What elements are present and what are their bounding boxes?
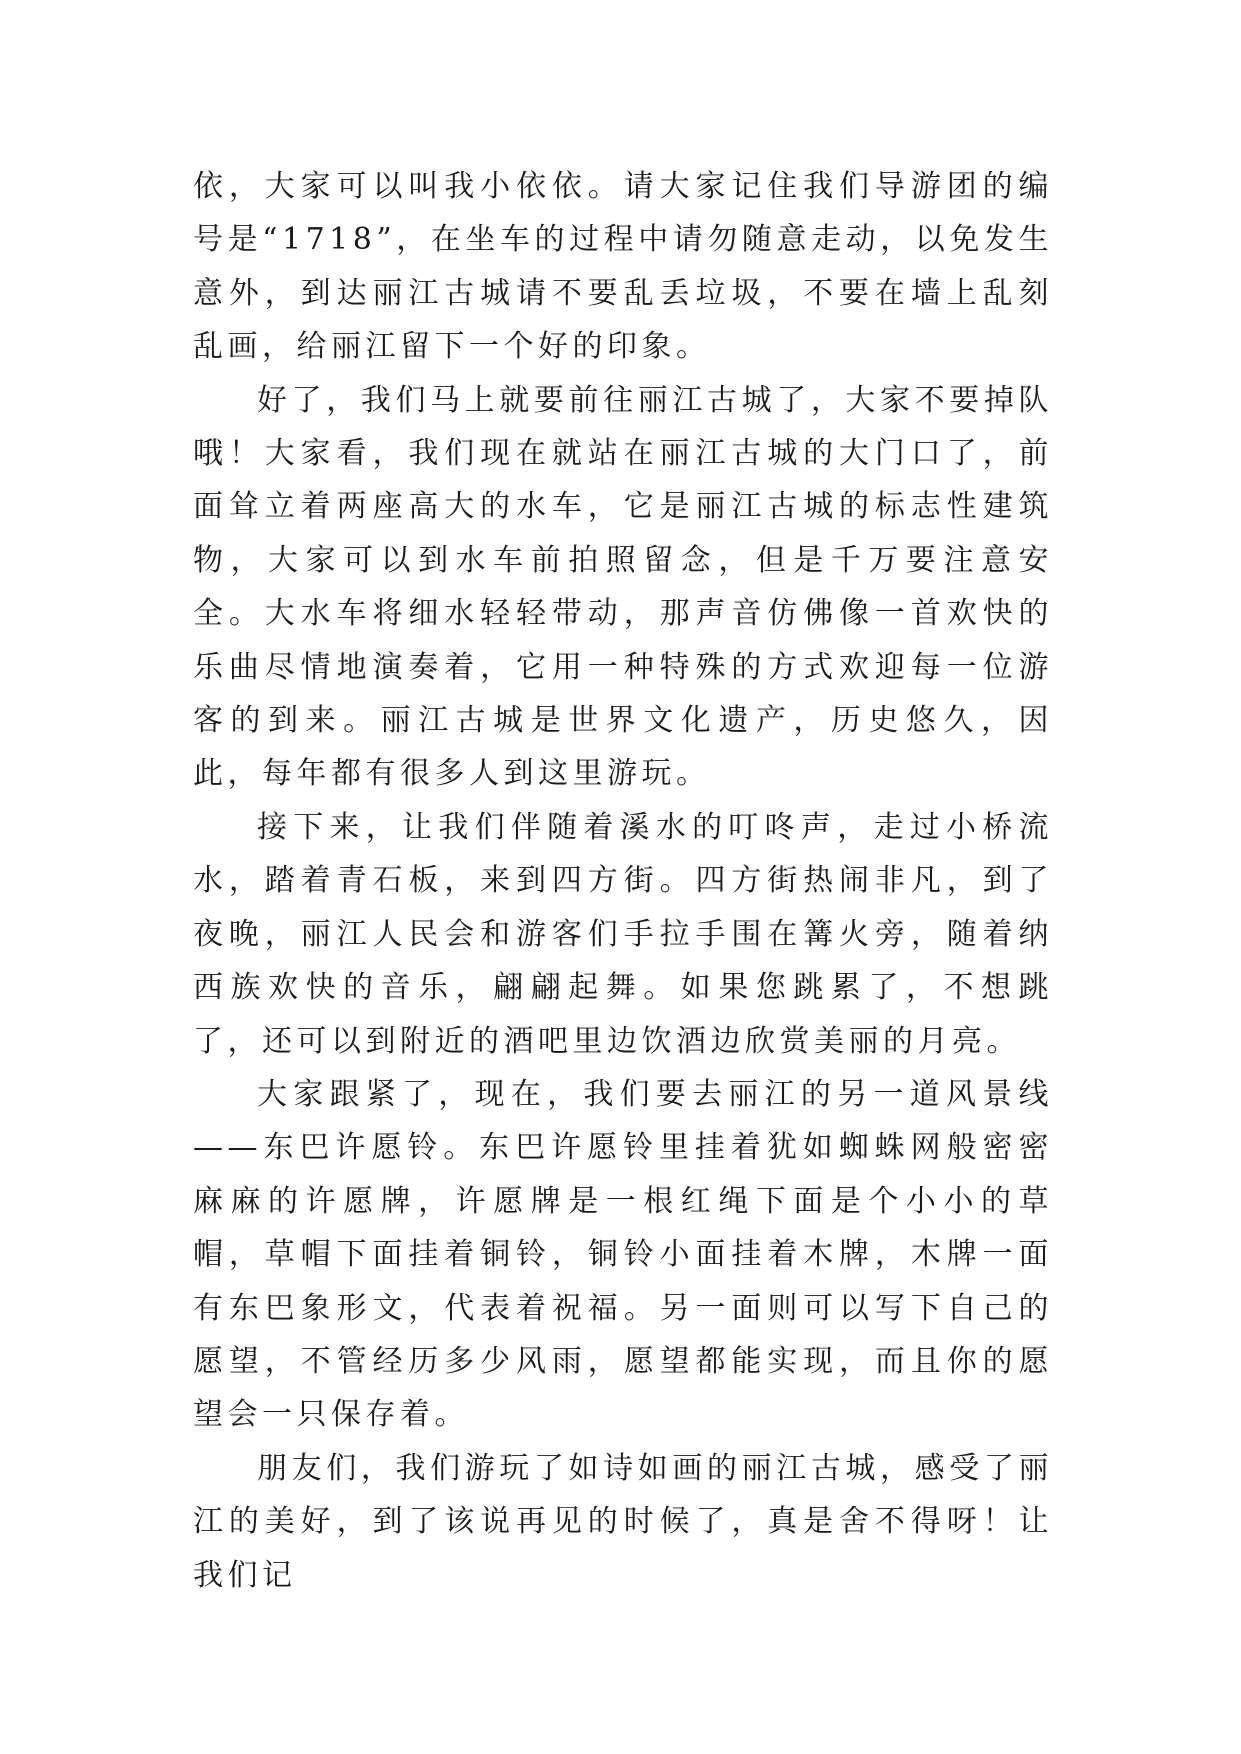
paragraph-2: 好了，我们马上就要前往丽江古城了，大家不要掉队哦！大家看，我们现在就站在丽江古城的大门口了，前面耸立着两座高大的水车，它是丽江古城的标志性建筑物，大家可以到水车前拍照留念，但是千万要注意安全。大水车将细水轻轻带动，那声音仿佛像一首欢快的乐曲尽情地演奏着，它用一种特殊的方式欢迎每一位游客的到来。丽江古城是世界文化遗产，历史悠久，因此，每年都有很多人到这里游玩。: [193, 382, 1053, 792]
paragraph-4: 大家跟紧了，现在，我们要去丽江的另一道风景线——东巴许愿铃。东巴许愿铃里挂着犹如蜘蛛网般密密麻麻的许愿牌，许愿牌是一根红绳下面是个小小的草帽，草帽下面挂着铜铃，铜铃小面挂着木牌，木牌一面有东巴象形文，代表着祝福。另一面则可以写下自己的愿望，不管经历多少风雨，愿望都能实现，而且你的愿望会一只保存着。: [193, 1076, 1053, 1433]
paragraph-1: 依，大家可以叫我小依依。请大家记住我们导游团的编号是“1718”，在坐车的过程中请勿随意走动，以免发生意外，到达丽江古城请不要乱丢垃圾，不要在墙上乱刻乱画，给丽江留下一个好的印象。: [193, 169, 1053, 365]
paragraph-5: 朋友们，我们游玩了如诗如画的丽江古城，感受了丽江的美好，到了该说再见的时候了，真是舍不得呀！让我们记: [193, 1450, 1053, 1593]
paragraph-3: 接下来，让我们伴随着溪水的叮咚声，走过小桥流水，踏着青石板，来到四方街。四方街热闹非凡，到了夜晚，丽江人民会和游客们手拉手围在篝火旁，随着纳西族欢快的音乐，翩翩起舞。如果您跳累了，不想跳了，还可以到附近的酒吧里边饮酒边欣赏美丽的月亮。: [193, 809, 1053, 1059]
document-body: [193, 160, 1053, 1602]
